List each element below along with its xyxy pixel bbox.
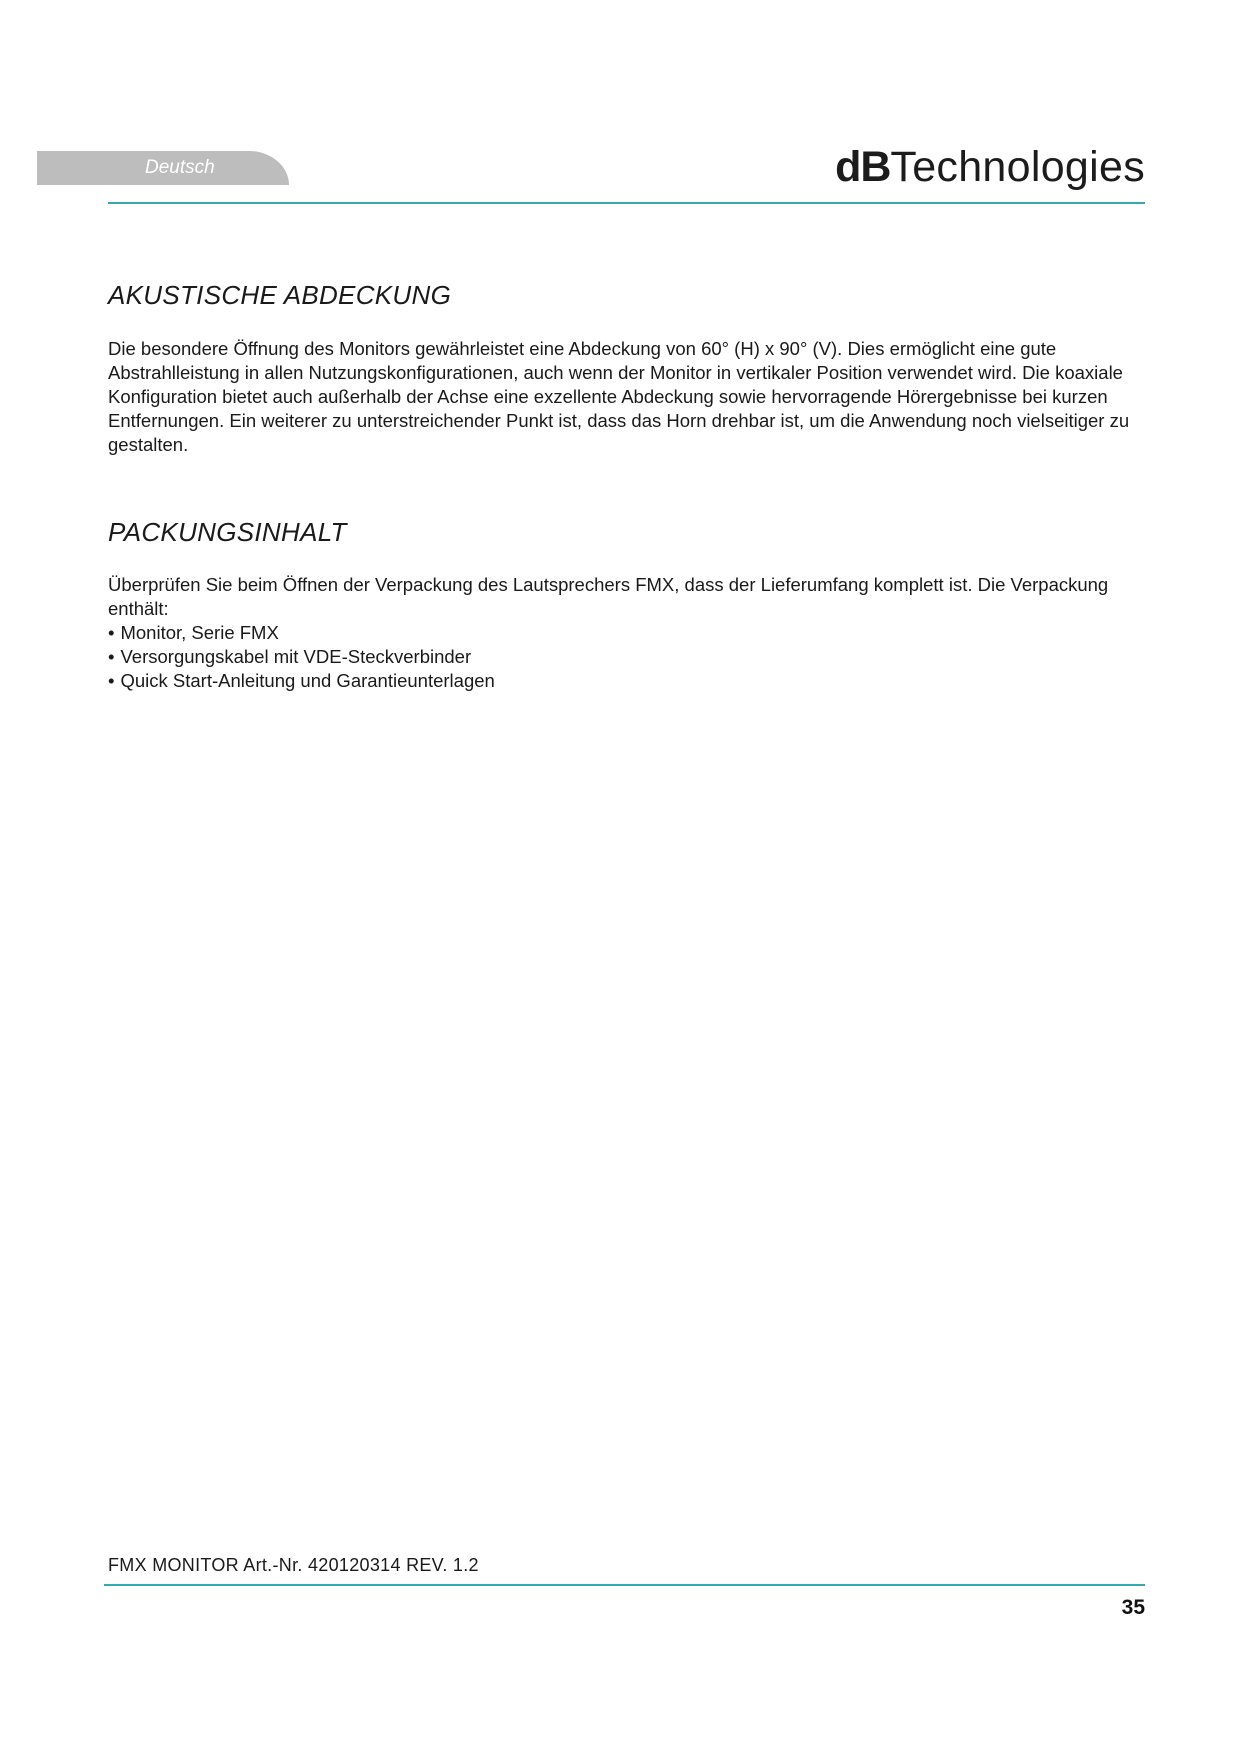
footer-model-info: FMX MONITOR Art.-Nr. 420120314 REV. 1.2 (108, 1555, 479, 1575)
section-paragraph-coverage: Die besondere Öffnung des Monitors gewährleistet eine Abdeckung von 60° (H) x 90° (V). Dies ermöglicht eine gute Abstrahlleistung in allen Nutzungskonfigurationen, auch wenn der Monitor in vertikaler Position verwendet wird. Die koaxiale Konfiguration bietet auch außerhalb der Achse eine exzellente Abdeckung sowie hervorragende Hörergebnisse bei kurzen Entfernungen. Ein weiterer zu unterstreichender Punkt ist, dass das Horn drehbar ist, um die Anwendung noch vielseitiger zu gestalten. (108, 338, 1130, 455)
language-tab: Deutsch (37, 151, 289, 185)
section-paragraph-contents: Überprüfen Sie beim Öffnen der Verpackung des Lautsprechers FMX, dass der Lieferumfang komplett ist. Die Verpackung enthält: (108, 574, 1109, 619)
section-heading-contents: PACKUNGSINHALT (108, 517, 347, 547)
package-contents-list (108, 621, 495, 693)
brand-logo-rest: Technologies (890, 143, 1145, 191)
list-item: • Monitor, Serie FMX (108, 621, 495, 645)
header-rule (108, 202, 1145, 204)
footer-rule (104, 1584, 1145, 1586)
section-heading-coverage: AKUSTISCHE ABDECKUNG (108, 280, 452, 310)
brand-logo (835, 141, 1145, 193)
list-item: • Quick Start-Anleitung und Garantieunterlagen (108, 669, 495, 693)
list-item: • Versorgungskabel mit VDE-Steckverbinder (108, 645, 495, 669)
page-number: 35 (1121, 1596, 1145, 1619)
brand-logo-bold: dB (835, 143, 891, 191)
